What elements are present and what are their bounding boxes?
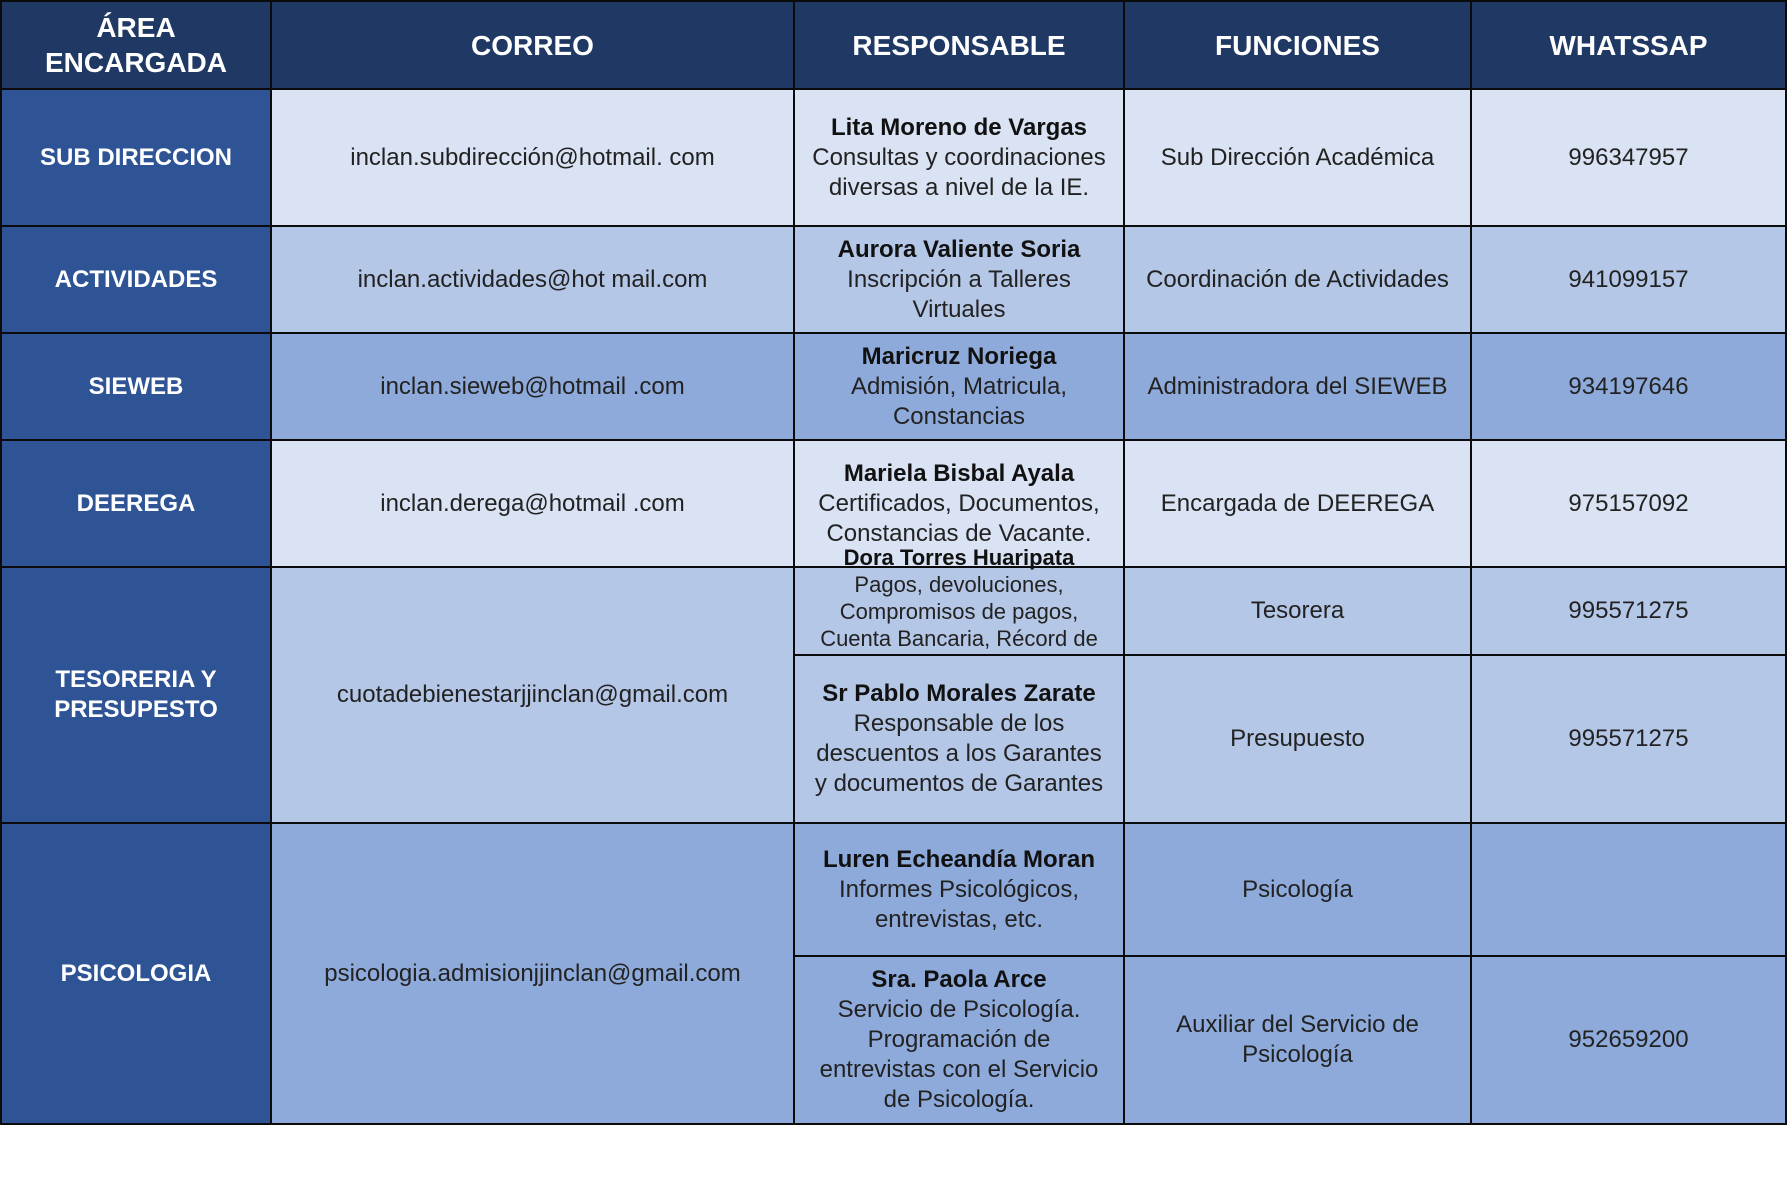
whatsapp-auxiliar-psicologia[interactable]: 952659200	[1472, 957, 1785, 1123]
header-whatsapp: WHATSSAP	[1472, 2, 1785, 88]
responsible-name: Mariela Bisbal Ayala	[843, 459, 1075, 487]
function-tesorera: Tesorera	[1125, 568, 1470, 654]
email-deerega[interactable]: inclan.derega@hotmail .com	[272, 441, 793, 566]
email-sub-direccion[interactable]: inclan.subdirección@hotmail. com	[272, 90, 793, 225]
whatsapp-sub-direccion[interactable]: 996347957	[1472, 90, 1785, 225]
email-actividades[interactable]: inclan.actividades@hot mail.com	[272, 227, 793, 332]
whatsapp-psicologia[interactable]	[1472, 824, 1785, 955]
responsible-tesoreria-1	[795, 544, 1123, 654]
email-sieweb[interactable]: inclan.sieweb@hotmail .com	[272, 334, 793, 439]
responsible-name: Sra. Paola Arce	[871, 966, 1047, 993]
function-sieweb: Administradora del SIEWEB	[1125, 334, 1470, 439]
responsible-name: Aurora Valiente Soria	[837, 235, 1081, 263]
responsible-description: Informes Psicológicos, entrevistas, etc.	[838, 875, 1080, 933]
area-sub-direccion: SUB DIRECCION	[2, 90, 270, 225]
email-psicologia[interactable]: psicologia.admisionjjinclan@gmail.com	[272, 824, 793, 1123]
whatsapp-presupuesto[interactable]: 995571275	[1472, 656, 1785, 822]
function-presupuesto: Presupuesto	[1125, 656, 1470, 822]
responsible-name: Luren Echeandía Moran	[822, 845, 1096, 873]
area-sieweb: SIEWEB	[2, 334, 270, 439]
responsible-tesoreria-2	[795, 656, 1123, 822]
responsible-psicologia-2	[795, 957, 1123, 1123]
whatsapp-sieweb[interactable]: 934197646	[1472, 334, 1785, 439]
header-responsable: RESPONSABLE	[795, 2, 1123, 88]
responsible-sieweb	[795, 334, 1123, 439]
area-actividades: ACTIVIDADES	[2, 227, 270, 332]
whatsapp-deerega[interactable]: 975157092	[1472, 441, 1785, 566]
whatsapp-actividades[interactable]: 941099157	[1472, 227, 1785, 332]
header-correo: CORREO	[272, 2, 793, 88]
area-tesoreria: TESORERIA Y PRESUPESTO	[2, 568, 270, 822]
function-auxiliar-psicologia: Auxiliar del Servicio de Psicología	[1125, 957, 1470, 1123]
whatsapp-tesorera[interactable]: 995571275	[1472, 568, 1785, 654]
responsible-sub-direccion	[795, 90, 1123, 225]
responsible-name: Lita Moreno de Vargas	[830, 113, 1088, 141]
responsible-psicologia-1	[795, 824, 1123, 955]
responsible-description: Pagos, devoluciones, Compromisos de pagos, Cuenta Bancaria, Récord de	[820, 571, 1098, 651]
responsible-description: Inscripción a Talleres Virtuales	[847, 265, 1071, 323]
responsible-description: Consultas y coordinaciones diversas a nivel de la IE.	[812, 143, 1106, 201]
responsible-name: Maricruz Noriega	[861, 342, 1057, 370]
area-deerega: DEEREGA	[2, 441, 270, 566]
header-funciones: FUNCIONES	[1125, 2, 1470, 88]
function-deerega: Encargada de DEEREGA	[1125, 441, 1470, 566]
responsible-description: Responsable de los descuentos a los Garantes y documentos de Garantes	[814, 710, 1104, 797]
responsible-description: Certificados, Documentos, Constancias de Vacante.	[818, 489, 1100, 547]
function-actividades: Coordinación de Actividades	[1125, 227, 1470, 332]
email-tesoreria[interactable]: cuotadebienestarjjinclan@gmail.com	[272, 568, 793, 822]
responsible-description: Admisión, Matricula, Constancias	[850, 372, 1068, 430]
responsible-name: Dora Torres Huaripata	[843, 544, 1075, 570]
area-psicologia: PSICOLOGIA	[2, 824, 270, 1123]
function-psicologia: Psicología	[1125, 824, 1470, 955]
responsible-name: Sr Pablo Morales Zarate	[822, 680, 1096, 707]
function-sub-direccion: Sub Dirección Académica	[1125, 90, 1470, 225]
header-area: ÁREA ENCARGADA	[2, 2, 270, 88]
responsible-description: Servicio de Psicología. Programación de entrevistas con el Servicio de Psicología.	[819, 996, 1099, 1113]
responsible-actividades	[795, 227, 1123, 332]
